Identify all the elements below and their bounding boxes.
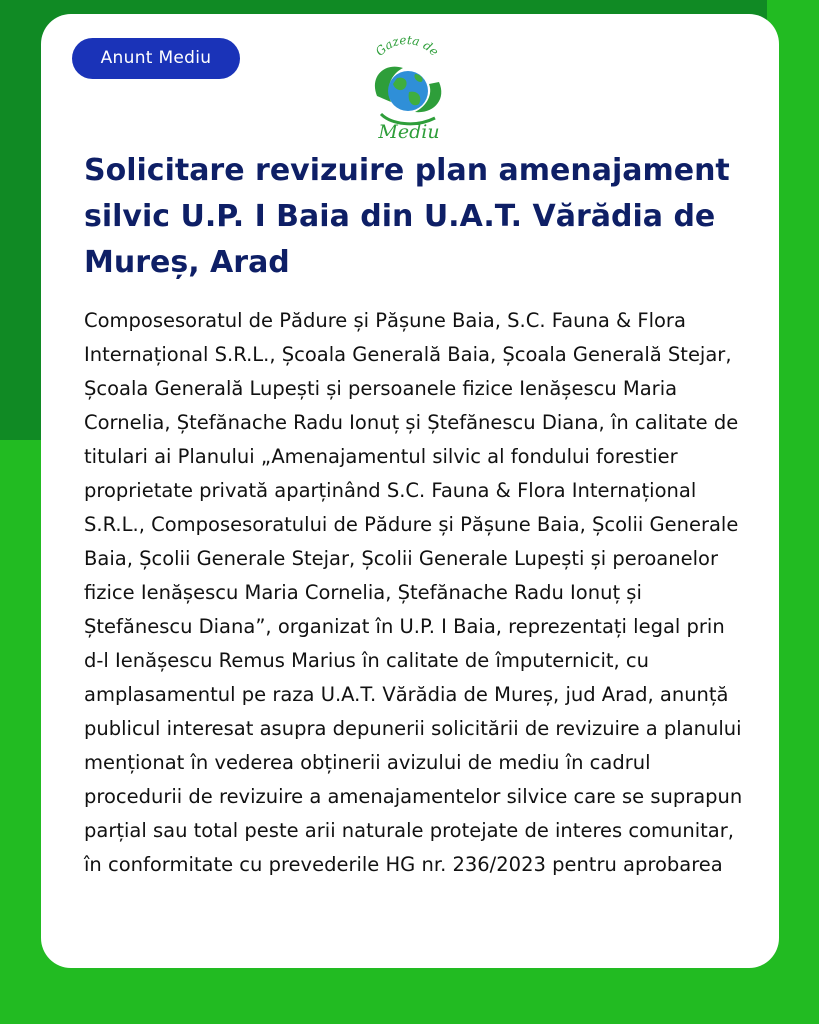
svg-text:Gazeta de: Gazeta de: [372, 34, 442, 59]
globe-leaf-icon: [375, 67, 441, 124]
svg-text:Mediu: Mediu: [378, 121, 440, 143]
article-body: Composesoratul de Pădure și Pășune Baia, S.C. Fauna & Flora Internațional S.R.L., Școala Generală Baia, Școala Generală Stejar, Școala Generală Lupești și persoanele fizice Ienășescu Maria Cornelia, Ștefănache Radu Ionuț și Ștefănescu Diana, în calitate de titulari ai Planului „Amenajamentul silvic al fondului forestier proprietate privată aparținând S.C. Fauna & Flora Internațional S.R.L., Composesoratului de Pădure și Pășune Baia, Școlii Generale Baia, Școlii Generale Stejar, Școlii Generale Lupești și peroanelor fizice Ienășescu Maria Cornelia, Ștefănache Radu Ionuț și Ștefănescu Diana”, organizat în U.P. I Baia, reprezentați legal prin d-l Ienășescu Remus Marius în calitate de împuternicit, cu amplasamentul pe raza U.A.T. Vărădia de Mureș, jud Arad, anunță publicul interesat asupra depunerii solicitării de revizuire a planului menționat în vederea obținerii avizului de mediu în cadrul procedurii de revizuire a amenajamentelor silvice care se suprapun parțial sau total peste arii naturale protejate de interes comunitar, în conformitate cu prevederile HG nr. 236/2023 pentru aprobarea: [84, 309, 743, 876]
gazeta-de-mediu-logo: [351, 34, 463, 144]
category-badge[interactable]: Anunt Mediu: [72, 38, 240, 79]
article-title: Solicitare revizuire plan amenajament silvic U.P. I Baia din U.A.T. Vărădia de Mureș, Arad: [84, 153, 730, 280]
announcement-card: [41, 14, 779, 968]
